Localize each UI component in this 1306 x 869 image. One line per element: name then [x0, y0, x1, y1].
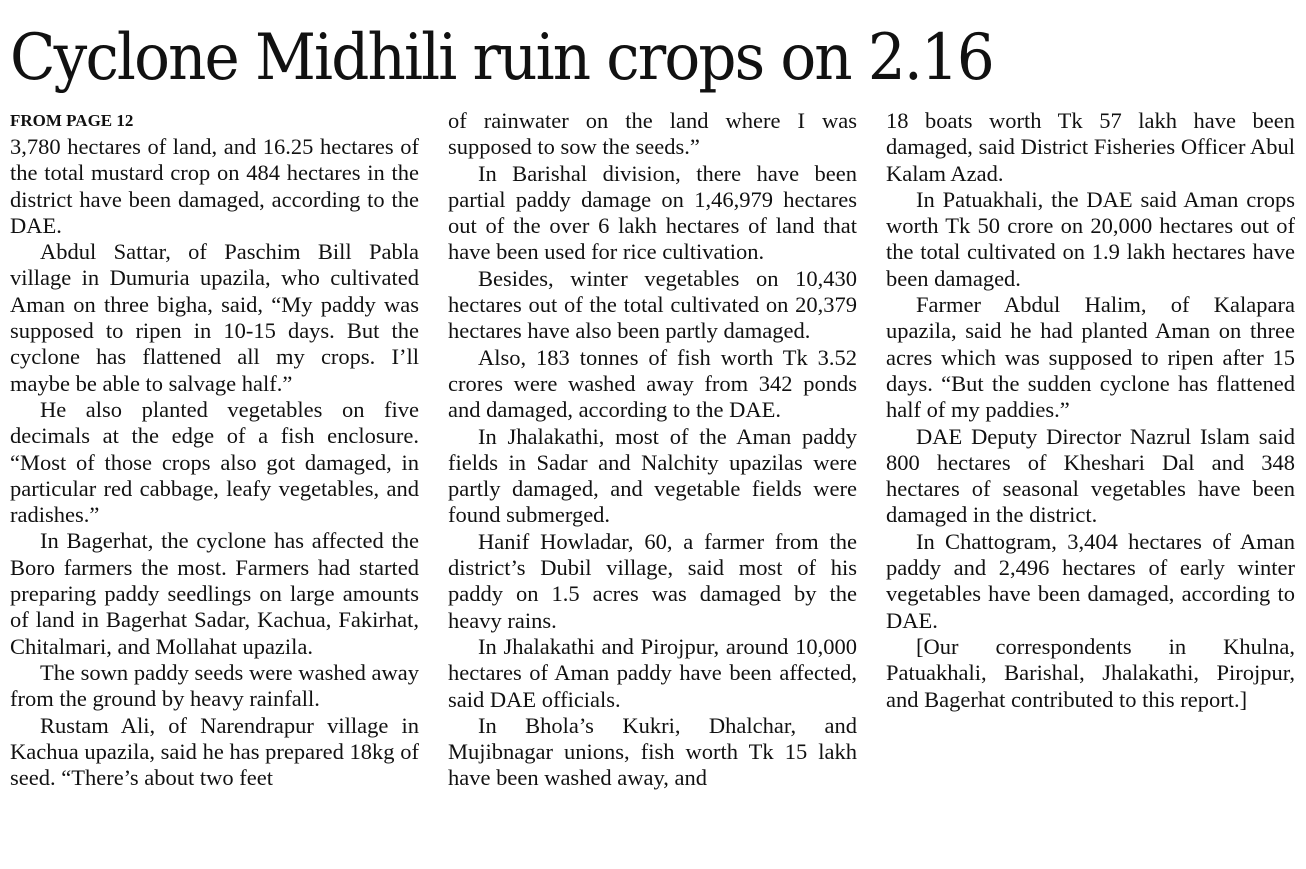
article-column-3	[886, 108, 1295, 713]
paragraph: Farmer Abdul Halim, of Kalapara upazila, said he had planted Aman on three acres which was supposed to ripen after 15 days. “But the sudden cyclone has flattened half of my paddies.”	[886, 292, 1295, 423]
paragraph: In Bhola’s Kukri, Dhalchar, and Mujibnagar unions, fish worth Tk 15 lakh have been washed away, and	[448, 712, 857, 791]
paragraph: In Jhalakathi, most of the Aman paddy fields in Sadar and Nalchity upazilas were partly damaged, and vegetable fields were found submerged.	[448, 423, 857, 528]
paragraph: 18 boats worth Tk 57 lakh have been damaged, said District Fisheries Officer Abul Kalam Azad.	[886, 108, 1295, 186]
paragraph: Hanif Howladar, 60, a farmer from the district’s Dubil village, said most of his paddy on 1.5 acres was damaged by the heavy rains.	[448, 528, 857, 633]
paragraph: In Patuakhali, the DAE said Aman crops worth Tk 50 crore on 20,000 hectares out of the total cultivated on 1.9 lakh hectares have been damaged.	[886, 186, 1295, 291]
paragraph: Besides, winter vegetables on 10,430 hectares out of the total cultivated on 20,379 hectares have also been partly damaged.	[448, 265, 857, 344]
continuation-kicker: FROM PAGE 12	[10, 111, 134, 130]
paragraph: Rustam Ali, of Narendrapur village in Kachua upazila, said he has prepared 18kg of seed. “There’s about two feet	[10, 712, 419, 791]
paragraph: of rainwater on the land where I was supposed to sow the seeds.”	[448, 108, 857, 160]
paragraph: [Our correspondents in Khulna, Patuakhali, Barishal, Jhalakathi, Pirojpur, and Bagerhat contributed to this report.]	[886, 633, 1295, 712]
paragraph: DAE Deputy Director Nazrul Islam said 800 hectares of Kheshari Dal and 348 hectares of seasonal vegetables have been damaged in the district.	[886, 423, 1295, 528]
article-column-1	[10, 108, 419, 791]
paragraph: In Chattogram, 3,404 hectares of Aman paddy and 2,496 hectares of early winter vegetables have been damaged, according to DAE.	[886, 528, 1295, 633]
paragraph: In Bagerhat, the cyclone has affected the Boro farmers the most. Farmers had started preparing paddy seedlings on large amounts of land in Bagerhat Sadar, Kachua, Fakirhat, Chitalmari, and Mollahat upazila.	[10, 528, 419, 659]
paragraph: Abdul Sattar, of Paschim Bill Pabla village in Dumuria upazila, who cultivated Aman on three bigha, said, “My paddy was supposed to ripen in 10-15 days. But the cyclone has flattened all my crops. I’ll maybe be able to salvage half.”	[10, 239, 419, 396]
paragraph: The sown paddy seeds were washed away from the ground by heavy rainfall.	[10, 659, 419, 712]
article-column-2	[448, 108, 857, 792]
paragraph: In Barishal division, there have been partial paddy damage on 1,46,979 hectares out of the over 6 lakh hectares of land that have been used for rice cultivation.	[448, 160, 857, 265]
paragraph: Also, 183 tonnes of fish worth Tk 3.52 crores were washed away from 342 ponds and damaged, according to the DAE.	[448, 344, 857, 423]
paragraph: In Jhalakathi and Pirojpur, around 10,000 hectares of Aman paddy have been affected, said DAE officials.	[448, 633, 857, 712]
paragraph: He also planted vegetables on five decimals at the edge of a fish enclosure. “Most of those crops also got damaged, in particular red cabbage, leafy vegetables, and radishes.”	[10, 396, 419, 528]
headline: Cyclone Midhili ruin crops on 2.16	[10, 21, 993, 95]
paragraph: 3,780 hectares of land, and 16.25 hectares of the total mustard crop on 484 hectares in the district have been damaged, according to the DAE.	[10, 134, 419, 238]
